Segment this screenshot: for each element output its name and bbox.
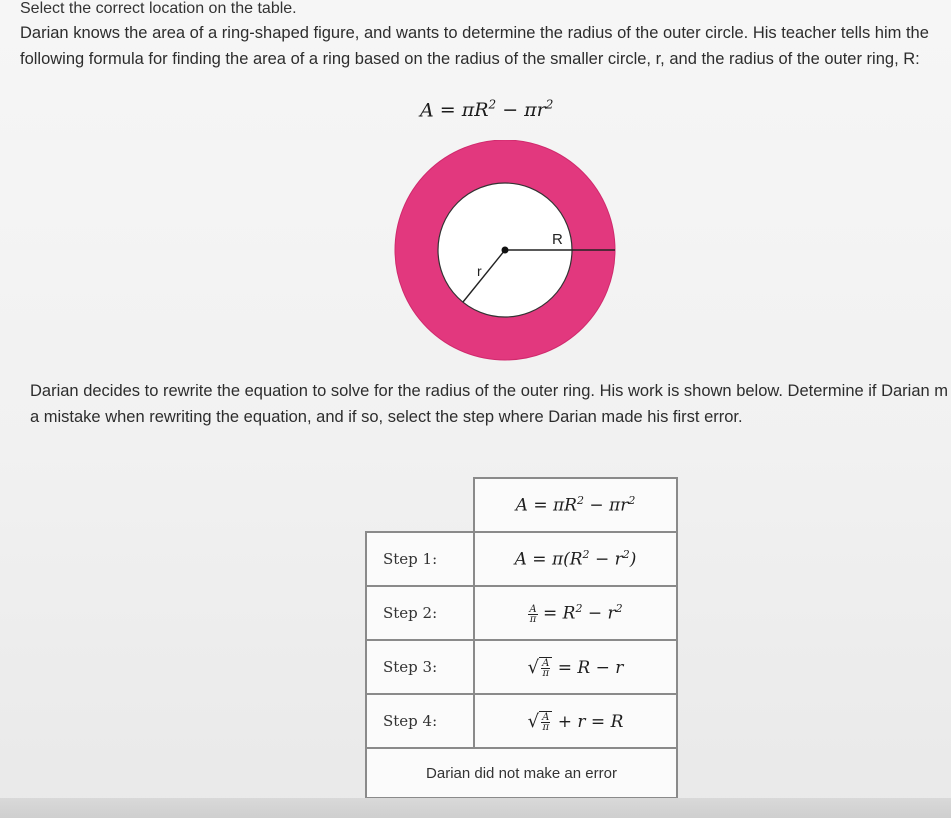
step-4-equation[interactable]: √ $\frac{A}{\pi}$ + r = R bbox=[474, 694, 677, 748]
ring-diagram bbox=[380, 140, 640, 365]
step-3-equation[interactable]: √ $\frac{A}{\pi}$ = R − r bbox=[474, 640, 677, 694]
step-4-label[interactable]: Step 4: bbox=[366, 694, 474, 748]
center-point bbox=[502, 247, 509, 254]
table-row-step-3[interactable] bbox=[366, 640, 677, 694]
problem-text bbox=[20, 20, 940, 72]
no-error-option[interactable]: Darian did not make an error bbox=[366, 748, 677, 798]
table-row-step-2[interactable] bbox=[366, 586, 677, 640]
step-1-equation[interactable]: $A = \pi(R^2 - r^2)$ bbox=[474, 532, 677, 586]
table-row-step-1[interactable] bbox=[366, 532, 677, 586]
step-1-label[interactable]: Step 1: bbox=[366, 532, 474, 586]
table-row-step-4[interactable] bbox=[366, 694, 677, 748]
steps-table bbox=[365, 477, 678, 799]
instruction-text: Select the correct location on the table. bbox=[20, 0, 297, 17]
table-corner-cell bbox=[366, 478, 474, 532]
bottom-edge bbox=[0, 798, 951, 818]
step-2-label[interactable]: Step 2: bbox=[366, 586, 474, 640]
table-row-header bbox=[366, 478, 677, 532]
formula-rhs: = $\pi R^2 - \pi r^2$ bbox=[439, 98, 554, 122]
problem-line-2: following formula for finding the area of a ring based on the radius of the smaller circle, r, and the radius of the outer ring, R: bbox=[20, 50, 920, 68]
ring-area-formula bbox=[420, 98, 553, 121]
table-row-no-error[interactable] bbox=[366, 748, 677, 798]
inner-radius-label: r bbox=[477, 263, 482, 279]
step-2-equation[interactable]: $\frac{A}{\pi}$ = $R^2 - r^2$ bbox=[474, 586, 677, 640]
original-equation-cell: $A = \pi R^2 - \pi r^2$ bbox=[474, 478, 677, 532]
outer-radius-label: R bbox=[552, 231, 563, 248]
para2-line-2: a mistake when rewriting the equation, and if so, select the step where Darian made his first error. bbox=[30, 408, 743, 426]
step-3-label[interactable]: Step 3: bbox=[366, 640, 474, 694]
problem-line-1: Darian knows the area of a ring-shaped figure, and wants to determine the radius of the outer circle. His teacher tells him the bbox=[20, 24, 929, 42]
para2-line-1: Darian decides to rewrite the equation to solve for the radius of the outer ring. His work is shown below. Determine if Darian m bbox=[30, 382, 949, 400]
instructions-paragraph bbox=[30, 378, 951, 430]
formula-lhs: A bbox=[420, 99, 434, 122]
